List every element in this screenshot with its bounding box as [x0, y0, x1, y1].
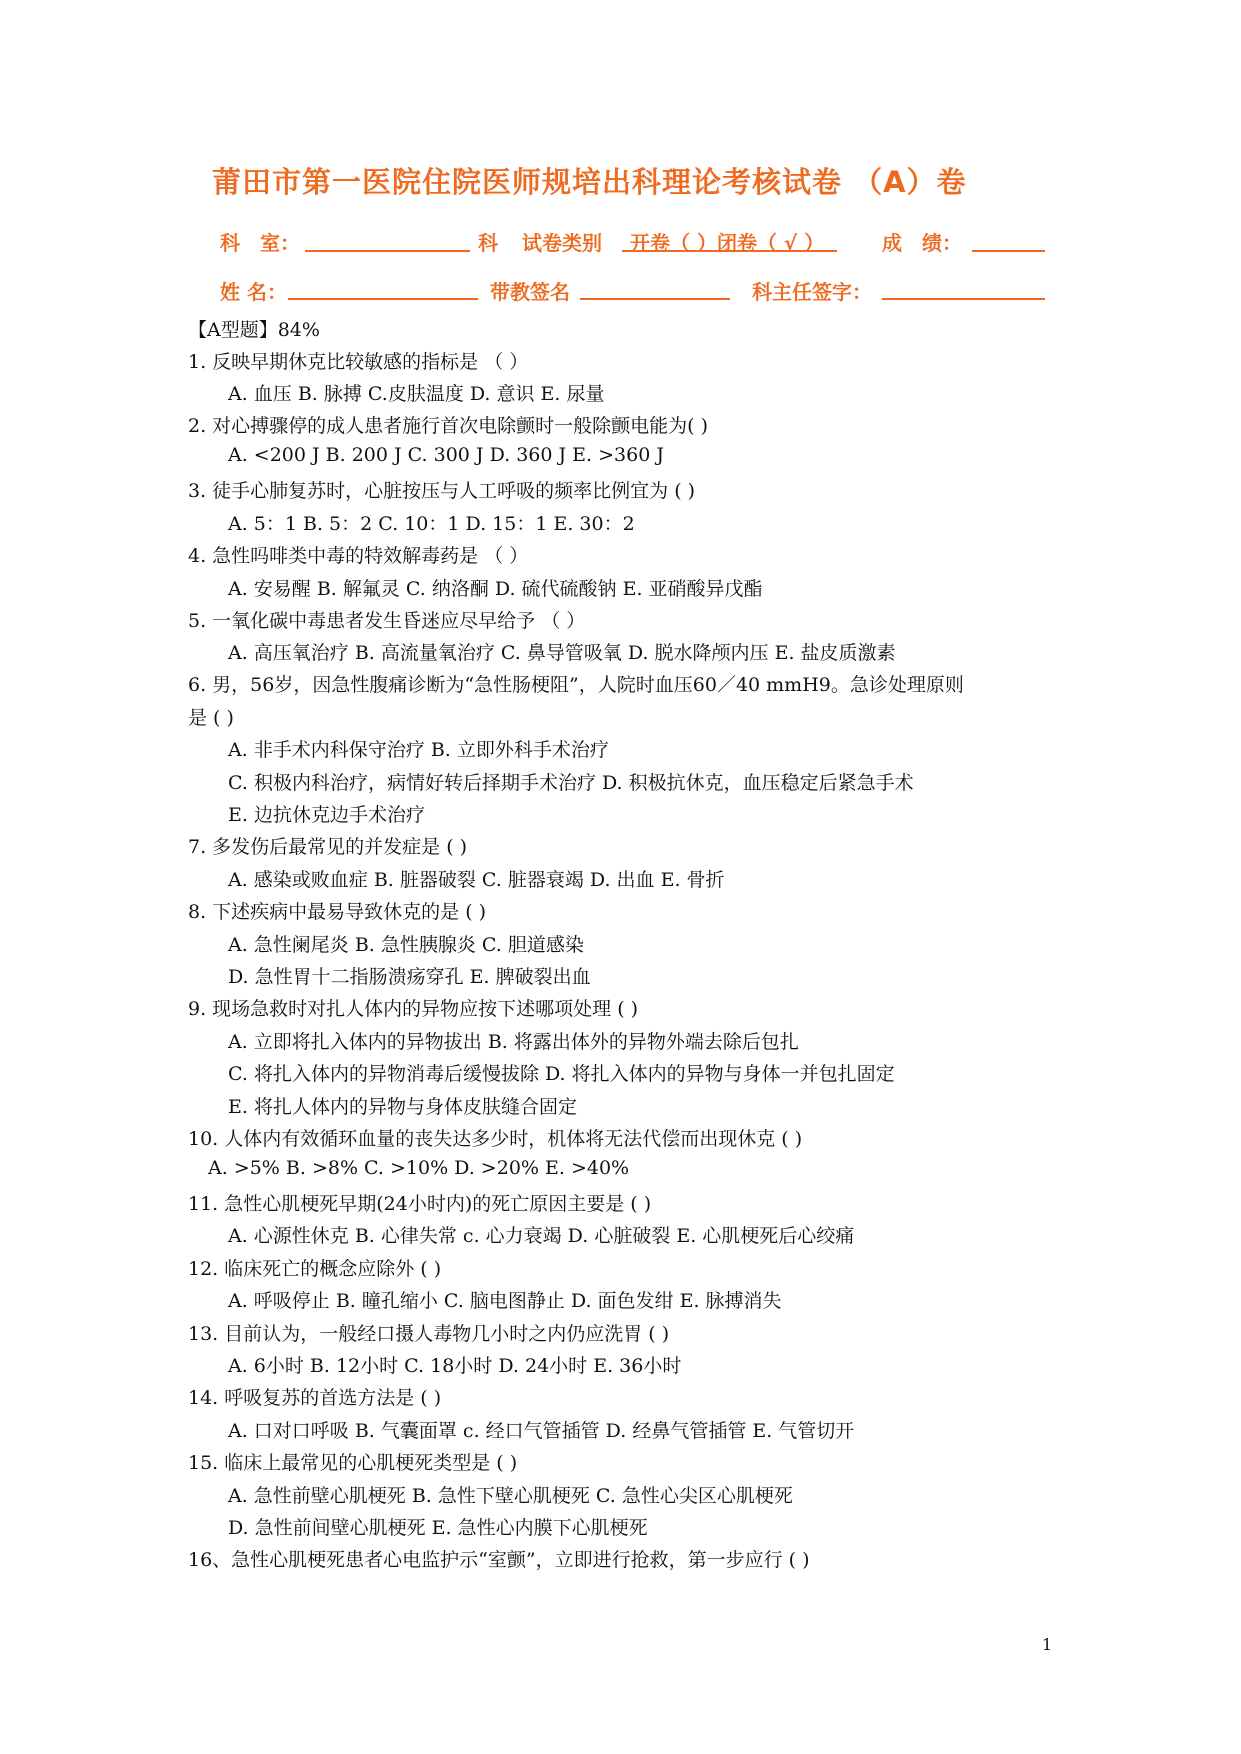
name-label: 姓 名：: [220, 280, 287, 304]
dept-label: 科 室：: [220, 231, 300, 255]
question-2: 2. 对心搏骤停的成人患者施行首次电除颤时一般除颤电能为( ): [188, 415, 709, 437]
question-12-options: A. 呼吸停止 B. 瞳孔缩小 C. 脑电图静止 D. 面色发绀 E. 脉搏消失: [228, 1290, 782, 1312]
question-6-cont: 是 ( ): [188, 707, 234, 729]
dept-suffix: 科: [478, 231, 498, 255]
question-8-options-1: A. 急性阑尾炎 B. 急性胰腺炎 C. 胆道感染: [228, 934, 584, 956]
dept-blank[interactable]: [305, 250, 470, 252]
name-blank[interactable]: [288, 298, 478, 300]
question-3: 3. 徒手心肺复苏时，心脏按压与人工呼吸的频率比例宜为 ( ): [188, 480, 696, 502]
question-13: 13. 目前认为，一般经口摄人毒物几小时之内仍应洗胃 ( ): [188, 1323, 670, 1345]
question-2-options: A. <200 J B. 200 J C. 300 J D. 360 J E. >360 J: [228, 444, 664, 466]
question-6: 6. 男，56岁，因急性腹痛诊断为“急性肠梗阻”，人院时血压60／40 mmH9。急诊处理原则: [188, 674, 964, 696]
question-10-options: A. >5% B. >8% C. >10% D. >20% E. >40%: [208, 1157, 630, 1179]
director-label: 科主任签字：: [752, 280, 872, 304]
question-11-options: A. 心源性休克 B. 心律失常 c. 心力衰竭 D. 心脏破裂 E. 心肌梗死后心绞痛: [228, 1225, 855, 1247]
question-4-options: A. 安易醒 B. 解氟灵 C. 纳洛酮 D. 硫代硫酸钠 E. 亚硝酸异戊酯: [228, 578, 763, 600]
question-7: 7. 多发伤后最常见的并发症是 ( ): [188, 836, 468, 858]
question-9: 9. 现场急救时对扎人体内的异物应按下述哪项处理 ( ): [188, 998, 639, 1020]
page-number: 1: [1042, 1635, 1053, 1654]
question-6-options-2: C. 积极内科治疗，病情好转后择期手术治疗 D. 积极抗休克，血压稳定后紧急手术: [228, 772, 914, 794]
exam-title: 莆田市第一医院住院医师规培出科理论考核试卷 （A）卷: [212, 165, 967, 199]
question-4: 4. 急性吗啡类中毒的特效解毒药是 （ ）: [188, 545, 529, 567]
question-5: 5. 一氧化碳中毒患者发生昏迷应尽早给予 （ ）: [188, 610, 586, 632]
question-10: 10. 人体内有效循环血量的丧失达多少时，机体将无法代偿而出现休克 ( ): [188, 1128, 803, 1150]
score-blank[interactable]: [972, 250, 1045, 252]
question-13-options: A. 6小时 B. 12小时 C. 18小时 D. 24小时 E. 36小时: [228, 1355, 682, 1377]
exam-type-label: 试卷类别: [522, 231, 602, 255]
question-14: 14. 呼吸复苏的首选方法是 ( ): [188, 1387, 442, 1409]
question-8-options-2: D. 急性胃十二指肠溃疡穿孔 E. 脾破裂出血: [228, 966, 591, 988]
question-7-options: A. 感染或败血症 B. 脏器破裂 C. 脏器衰竭 D. 出血 E. 骨折: [228, 869, 725, 891]
question-6-options-3: E. 边抗休克边手术治疗: [228, 804, 425, 826]
question-9-options-3: E. 将扎人体内的异物与身体皮肤缝合固定: [228, 1096, 577, 1118]
exam-type-underline: [622, 250, 837, 252]
question-1-options: A. 血压 B. 脉搏 C.皮肤温度 D. 意识 E. 尿量: [228, 383, 605, 405]
question-9-options-1: A. 立即将扎入体内的异物拔出 B. 将露出体外的异物外端去除后包扎: [228, 1031, 799, 1053]
question-5-options: A. 高压氧治疗 B. 高流量氧治疗 C. 鼻导管吸氧 D. 脱水降颅内压 E. 盐皮质激素: [228, 642, 896, 664]
teacher-blank[interactable]: [580, 298, 730, 300]
score-label: 成 绩：: [882, 231, 962, 255]
question-11: 11. 急性心肌梗死早期(24小时内)的死亡原因主要是 ( ): [188, 1193, 652, 1215]
exam-type-value: 开卷（ ）闭卷（ √ ）: [630, 231, 825, 255]
question-16: 16、急性心肌梗死患者心电监护示“室颤”，立即进行抢救，第一步应行 ( ): [188, 1549, 810, 1571]
question-15: 15. 临床上最常见的心肌梗死类型是 ( ): [188, 1452, 518, 1474]
question-6-options-1: A. 非手术内科保守治疗 B. 立即外科手术治疗: [228, 739, 609, 761]
question-8: 8. 下述疾病中最易导致休克的是 ( ): [188, 901, 487, 923]
question-3-options: A. 5：1 B. 5：2 C. 10：1 D. 15：1 E. 30：2: [228, 513, 635, 535]
question-9-options-2: C. 将扎入体内的异物消毒后缓慢拔除 D. 将扎入体内的异物与身体一并包扎固定: [228, 1063, 895, 1085]
section-heading: 【A型题】84%: [188, 319, 320, 341]
question-1: 1. 反映早期休克比较敏感的指标是 （ ）: [188, 351, 529, 373]
question-12: 12. 临床死亡的概念应除外 ( ): [188, 1258, 442, 1280]
question-15-options-2: D. 急性前间壁心肌梗死 E. 急性心内膜下心肌梗死: [228, 1517, 648, 1539]
director-blank[interactable]: [882, 298, 1045, 300]
question-15-options-1: A. 急性前壁心肌梗死 B. 急性下壁心肌梗死 C. 急性心尖区心肌梗死: [228, 1485, 793, 1507]
question-14-options: A. 口对口呼吸 B. 气囊面罩 c. 经口气管插管 D. 经鼻气管插管 E. 气管切开: [228, 1420, 855, 1442]
teacher-label: 带教签名: [490, 280, 570, 304]
